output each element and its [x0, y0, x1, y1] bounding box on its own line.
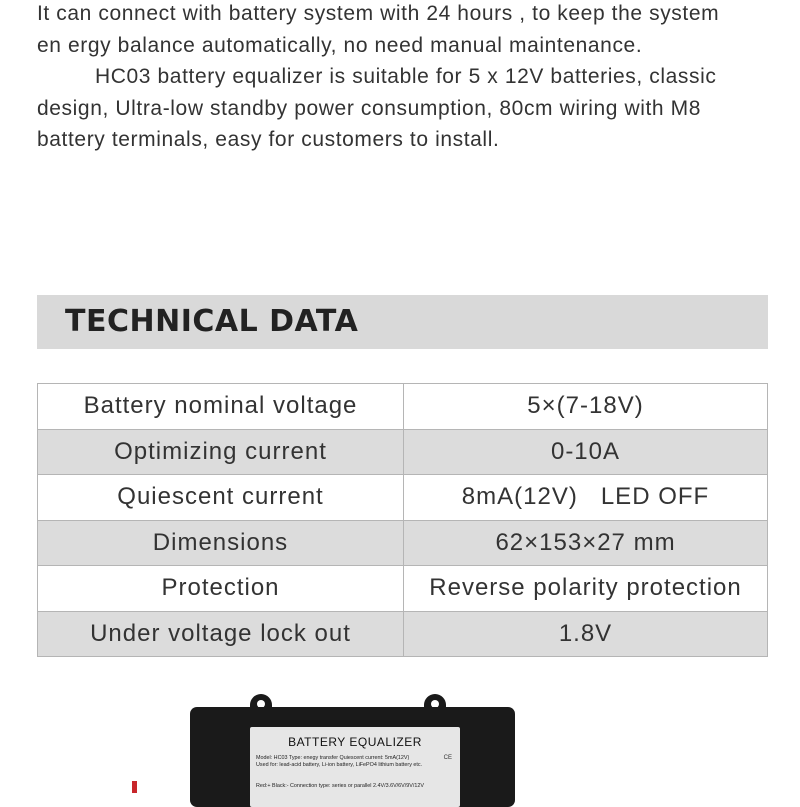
spec-label: Battery nominal voltage — [38, 384, 404, 430]
spec-label: Quiescent current — [38, 475, 404, 521]
intro-line: HC03 battery equalizer is suitable for 5 x 12V batteries, classic — [95, 65, 717, 88]
intro-line: battery terminals, easy for customers to install. — [37, 128, 500, 151]
spec-value: 0-10A — [404, 429, 768, 475]
device-label-title: BATTERY EQUALIZER — [288, 735, 422, 749]
spec-value: 5×(7-18V) — [404, 384, 768, 430]
table-row — [38, 611, 768, 657]
intro-line: It can connect with battery system with 24 hours , to keep the system — [37, 2, 720, 25]
device-label-line: Used for: lead-acid battery, Li-ion battery, LiFePO4 lithium battery etc. — [256, 762, 423, 768]
device-label — [250, 727, 460, 807]
spec-value: Reverse polarity protection — [404, 566, 768, 612]
spec-label: Optimizing current — [38, 429, 404, 475]
red-wire-mark — [132, 781, 137, 793]
device-label-line: Model: HC03 Type: enegy transfer Quiescent current: 5mA(12V) — [256, 755, 410, 761]
table-row — [38, 566, 768, 612]
spec-value: 62×153×27 mm — [404, 520, 768, 566]
spec-value: 8mA(12V) LED OFF — [404, 475, 768, 521]
table-row — [38, 384, 768, 430]
spec-table — [37, 383, 768, 657]
table-row — [38, 475, 768, 521]
ce-mark-icon: CE — [443, 755, 452, 761]
section-header — [37, 295, 768, 349]
spec-label: Dimensions — [38, 520, 404, 566]
intro-line: en ergy balance automatically, no need manual maintenance. — [37, 33, 643, 57]
intro-text — [37, 0, 782, 156]
spec-label: Under voltage lock out — [38, 611, 404, 657]
spec-value: 1.8V — [404, 611, 768, 657]
spec-label: Protection — [38, 566, 404, 612]
device-label-line: Red:+ Black:- Connection type: series or parallel 2.4V/3.6V/6V/9V/12V — [256, 783, 424, 789]
intro-line: design, Ultra-low standby power consumption, 80cm wiring with M8 — [37, 96, 702, 120]
table-row — [38, 520, 768, 566]
table-row — [38, 429, 768, 475]
section-title: TECHNICAL DATA — [65, 304, 359, 339]
